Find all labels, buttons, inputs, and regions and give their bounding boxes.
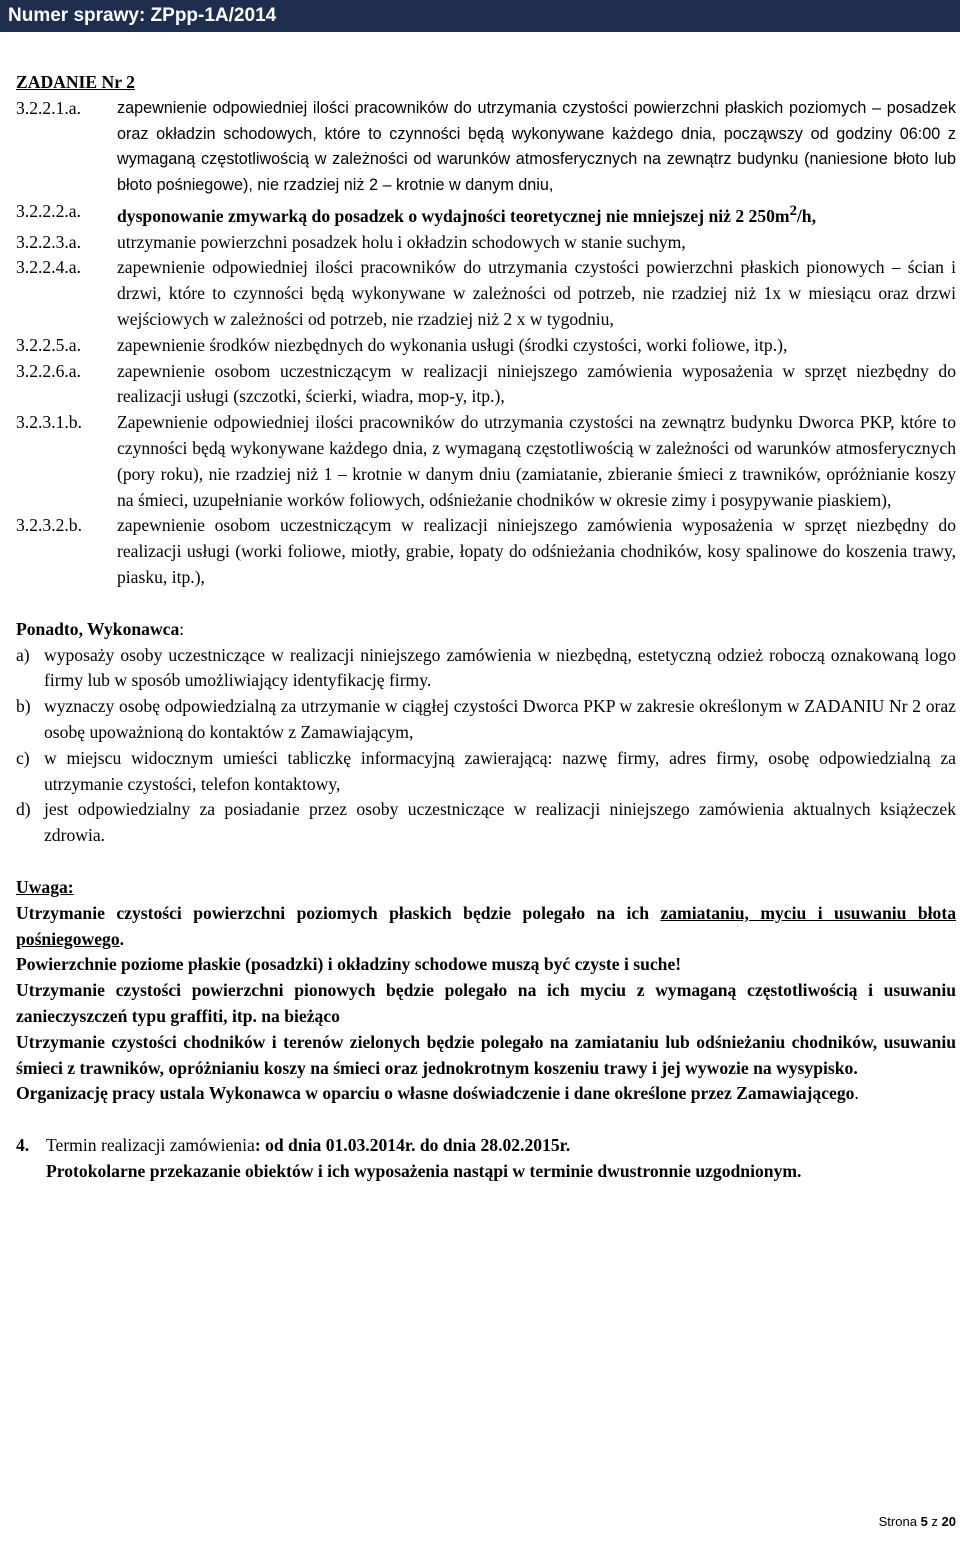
page-separator: z: [927, 1514, 942, 1529]
note-paragraph: Powierzchnie poziome płaskie (posadzki) i okładziny schodowe muszą być czyste i suche!: [16, 954, 682, 975]
case-number: Numer sprawy: ZPpp-1A/2014: [8, 5, 277, 26]
task-item: [16, 255, 956, 332]
contractor-item: [16, 694, 956, 746]
section-4: [16, 1133, 956, 1185]
item-label: c): [16, 747, 30, 768]
section-number: 4.: [16, 1135, 30, 1156]
contractor-heading-text: Ponadto, Wykonawca: [16, 618, 180, 639]
superscript: 2: [789, 202, 797, 219]
document-header: [0, 0, 960, 32]
spacer: [16, 591, 956, 617]
note-paragraph: [16, 1081, 956, 1107]
item-number: 3.2.2.6.a.: [16, 360, 81, 381]
note-text: .: [854, 1083, 859, 1104]
item-text: zapewnienie odpowiedniej ilości pracowników do utrzymania czystości powierzchni płaskich pionowych – ścian i drzwi, które to czynności będą wykonywane w zależności od potrzeb, nie rzadziej niż 1x w miesiącu oraz drzwi wejściowych w zależności od potrzeb, nie rzadziej niż 2 x w tygodniu,: [117, 257, 956, 330]
item-text: Zapewnienie odpowiedniej ilości pracowników do utrzymania czystości na zewnątrz budynku Dworca PKP, które to czynności będą wykonywane każdego dnia, z wymaganą częstotliwością w zależności od warunków atmosferycznych (pory roku), nie rzadziej niż 1 – krotnie w danym dniu (zamiatanie, zbieranie śmieci z trawników, opróżnianie koszy na śmieci, uzupełnianie worków foliowych, odśnieżanie chodników w okresie zimy i posypywanie piaskiem),: [117, 412, 956, 510]
contractor-item: [16, 746, 956, 798]
spacer: [16, 849, 956, 875]
contractor-item: [16, 797, 956, 849]
spacer: [16, 1107, 956, 1133]
item-text: [117, 199, 956, 230]
item-label: b): [16, 696, 31, 717]
item-text: zapewnienie osobom uczestniczącym w realizacji niniejszego zamówienia wyposażenia w sprzęt niezbędny do realizacji usługi (szczotki, ścierki, wiadra, mop-y, itp.),: [117, 360, 956, 407]
page-current: 5: [920, 1514, 928, 1529]
item-number: 3.2.2.1.a.: [16, 97, 81, 118]
item-number: 3.2.3.2.b.: [16, 515, 82, 536]
note-paragraph: [16, 901, 956, 953]
contractor-heading-colon: :: [179, 618, 185, 639]
note-text: Organizację pracy ustala Wykonawca w oparciu o własne doświadczenie i dane określone przez Zamawiającego: [16, 1083, 855, 1104]
item-label: d): [16, 799, 31, 820]
item-text: utrzymanie powierzchni posadzek holu i okładzin schodowych w stanie suchym,: [117, 231, 686, 252]
item-text: wyposaży osoby uczestniczące w realizacji niniejszego zamówienia w niezbędną, estetyczną odzież roboczą oznakowaną logo firmy lub w sposób umożliwiający identyfikację firmy.: [44, 644, 956, 691]
item-text: wyznaczy osobę odpowiedzialną za utrzymanie w ciągłej czystości Dworca PKP w zakresie określonym w ZADANIU Nr 2 oraz osobę upoważnioną do kontaktów z Zamawiającym,: [44, 696, 956, 742]
item-text: zapewnienie osobom uczestniczącym w realizacji niniejszego zamówienia wyposażenia w sprzęt niezbędny do realizacji usługi (worki foliowe, miotły, grabie, łopaty do odśnieżania chodników, kosy spalinowe do koszenia trawy, piasku, itp.),: [117, 515, 956, 587]
item-text: zapewnienie odpowiedniej ilości pracowników do utrzymania czystości powierzchni płaskich poziomych – posadzek oraz okładzin schodowych, które to czynności będą wykonywane każdego dnia, począwszy od godziny 06:00 z wymaganą częstotliwością w zależności od warunków atmosferycznych na zewnątrz budynku (naniesione błoto lub błoto pośniegowe), nie rzadziej niż 2 – krotnie w danym dniu,: [117, 98, 956, 195]
note-text: .: [119, 928, 125, 949]
contractor-item: [16, 643, 956, 695]
item-text: w miejscu widocznym umieści tabliczkę informacyjną zawierającą: nazwę firmy, adres firmy, osobę odpowiedzialną za utrzymanie czystości, telefon kontaktowy,: [44, 747, 956, 794]
task-item: [16, 513, 956, 590]
page-number: [879, 1514, 956, 1529]
item-text-end: /h,: [796, 205, 816, 226]
note-heading: Uwaga:: [16, 876, 74, 897]
contractor-heading: [16, 617, 956, 643]
task-item: [16, 359, 956, 411]
note-paragraph: Utrzymanie czystości powierzchni pionowych będzie polegało na ich myciu z wymaganą częstotliwością i usuwaniu zanieczyszczeń typu graffiti, itp. na bieżąco: [16, 980, 956, 1026]
item-number: 3.2.3.1.b.: [16, 412, 82, 433]
term-lead: Termin realizacji zamówienia: [46, 1135, 255, 1156]
note-underlined-text: zamiataniu, myciu i usuwaniu błota pośniegowego: [16, 902, 956, 949]
term-dates: : od dnia 01.03.2014r. do dnia 28.02.2015r.: [254, 1135, 571, 1156]
page-label: Strona: [878, 1514, 921, 1529]
item-number: 3.2.2.2.a.: [16, 200, 81, 221]
section-text: [46, 1133, 956, 1185]
item-number: 3.2.2.3.a.: [16, 231, 81, 252]
task-item: [16, 230, 956, 256]
task-item: [16, 333, 956, 359]
item-number: 3.2.2.5.a.: [16, 334, 81, 355]
task-title: ZADANIE Nr 2: [16, 72, 135, 92]
item-text: zapewnienie środków niezbędnych do wykonania usługi (środki czystości, worki foliowe, itp.),: [117, 334, 788, 355]
item-text-main: dysponowanie zmywarką do posadzek o wydajności teoretycznej nie mniejszej niż 2 250m: [117, 205, 790, 226]
item-number: 3.2.2.4.a.: [16, 257, 81, 278]
task-item: [16, 199, 956, 230]
document-body: [16, 70, 956, 1185]
note-paragraph: Utrzymanie czystości chodników i terenów zielonych będzie polegało na zamiataniu lub odśnieżaniu chodników, usuwaniu śmieci z trawników, opróżnianiu koszy na śmieci oraz jednokrotnym koszeniu trawy i jej wywozie na wysypisko.: [16, 1031, 956, 1078]
page-total: 20: [941, 1514, 956, 1529]
note-text: Utrzymanie czystości powierzchni poziomych płaskich będzie polegało na ich: [16, 902, 661, 923]
handover-text: Protokolarne przekazanie obiektów i ich wyposażenia nastąpi w terminie dwustronnie uzgodnionym.: [46, 1160, 802, 1181]
task-item: [16, 410, 956, 513]
item-label: a): [16, 644, 30, 665]
task-item: [16, 96, 956, 199]
item-text: jest odpowiedzialny za posiadanie przez osoby uczestniczące w realizacji niniejszego zamówienia aktualnych książeczek zdrowia.: [44, 799, 956, 846]
